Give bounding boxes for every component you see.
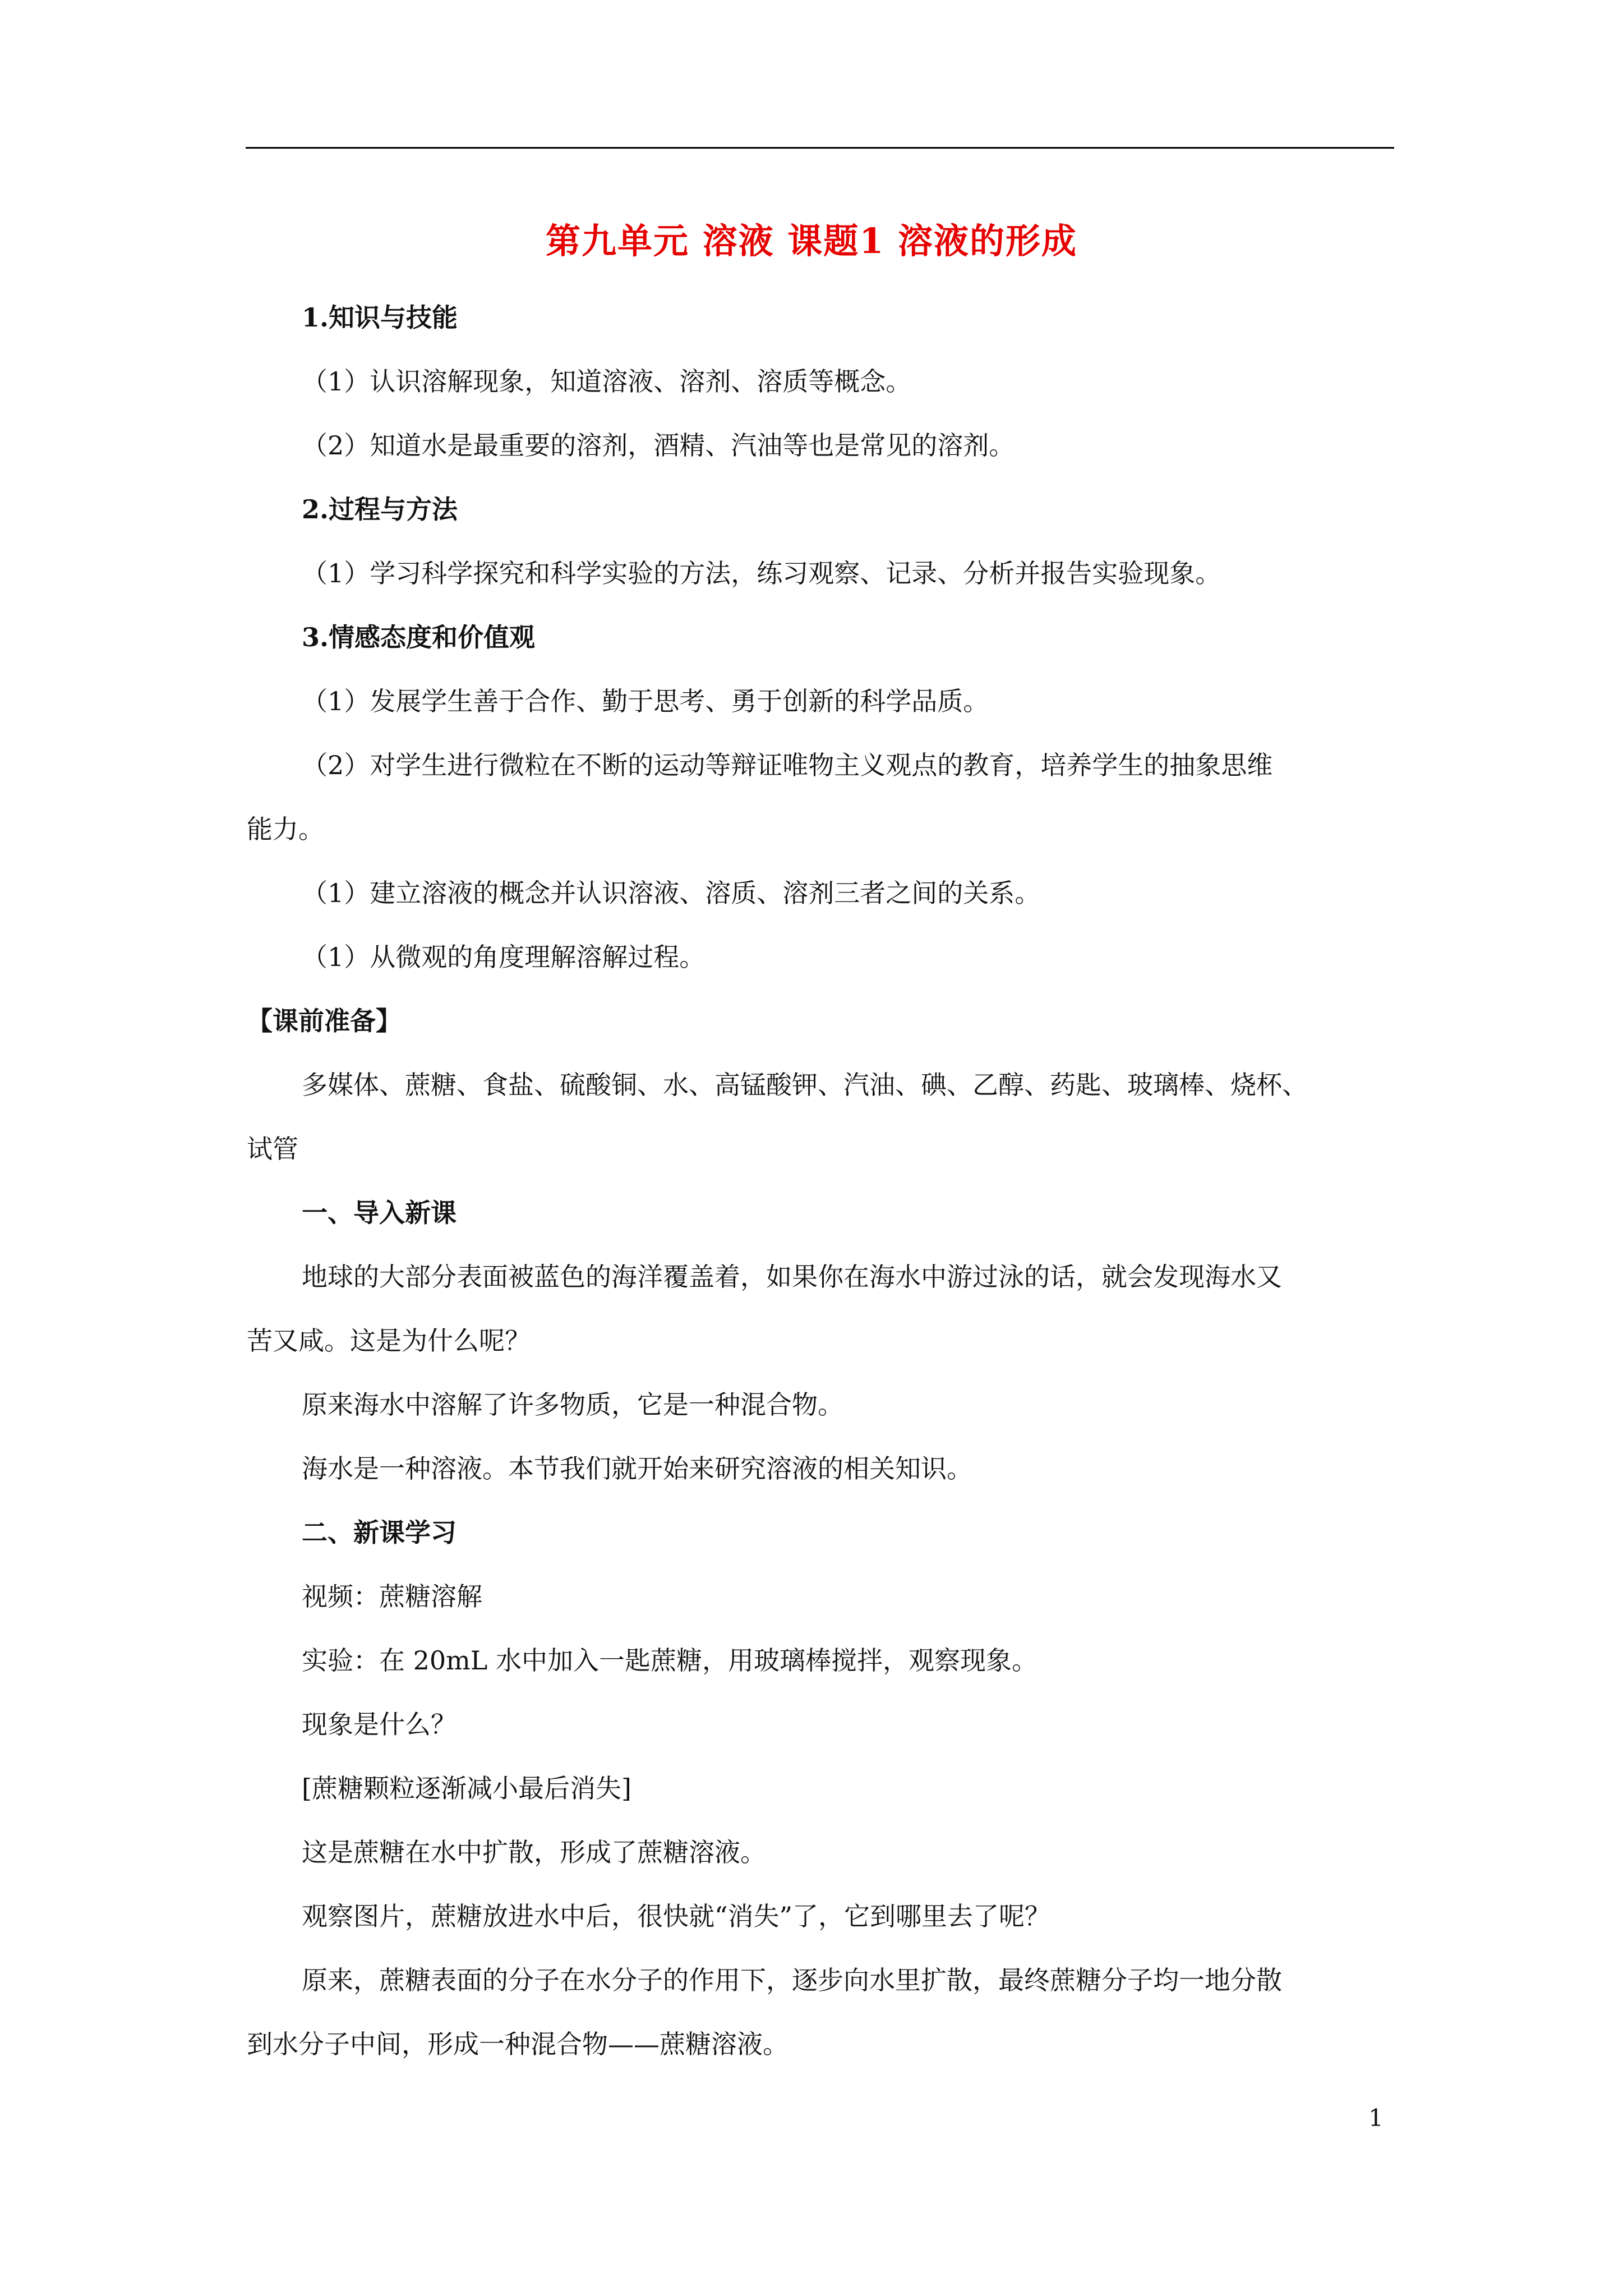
heading-knowledge-skills: 1.知识与技能 [302, 302, 458, 333]
paragraph-line: [蔗糖颗粒逐渐减小最后消失] [302, 1773, 631, 1803]
heading-process-method: 2.过程与方法 [302, 494, 458, 524]
paragraph-line: 苦又咸。这是为什么呢？ [247, 1326, 531, 1356]
paragraph-line: 能力。 [247, 814, 324, 844]
page-number: 1 [1368, 2104, 1384, 2132]
paragraph-line: 多媒体、蔗糖、食盐、硫酸铜、水、高锰酸钾、汽油、碘、乙醇、药匙、玻璃棒、烧杯、 [302, 1070, 1308, 1100]
header-rule [246, 147, 1394, 149]
paragraph-line: （1）发展学生善于合作、勤于思考、勇于创新的科学品质。 [302, 686, 989, 716]
paragraph-line: 实验：在 20mL 水中加入一匙蔗糖，用玻璃棒搅拌，观察现象。 [302, 1645, 1038, 1676]
document-title: 第九单元 溶液 课题1 溶液的形成 [546, 220, 1077, 261]
paragraph-line: （2）对学生进行微粒在不断的运动等辩证唯物主义观点的教育，培养学生的抽象思维 [302, 750, 1273, 780]
paragraph-line: 地球的大部分表面被蓝色的海洋覆盖着，如果你在海水中游过泳的话，就会发现海水又 [302, 1262, 1282, 1292]
paragraph-line: 原来海水中溶解了许多物质，它是一种混合物。 [302, 1389, 843, 1420]
heading-preparation: 【课前准备】 [247, 1006, 402, 1036]
heading-introduction: 一、导入新课 [302, 1198, 457, 1228]
paragraph-line: 试管 [247, 1134, 298, 1164]
paragraph-line: 原来，蔗糖表面的分子在水分子的作用下，逐步向水里扩散，最终蔗糖分子均一地分散 [302, 1965, 1282, 1995]
paragraph-line: 观察图片，蔗糖放进水中后，很快就“消失”了，它到哪里去了呢？ [302, 1901, 1051, 1931]
heading-new-lesson: 二、新课学习 [302, 1517, 457, 1548]
paragraph-line: （1）建立溶液的概念并认识溶液、溶质、溶剂三者之间的关系。 [302, 878, 1041, 908]
paragraph-line: （1）学习科学探究和科学实验的方法，练习观察、记录、分析并报告实验现象。 [302, 558, 1221, 588]
paragraph-line: 到水分子中间，形成一种混合物——蔗糖溶液。 [247, 2029, 789, 2059]
paragraph-line: （2）知道水是最重要的溶剂，酒精、汽油等也是常见的溶剂。 [302, 430, 1015, 461]
paragraph-line: 现象是什么？ [302, 1709, 457, 1740]
paragraph-line: 海水是一种溶液。本节我们就开始来研究溶液的相关知识。 [302, 1453, 972, 1484]
paragraph-line: 这是蔗糖在水中扩散，形成了蔗糖溶液。 [302, 1837, 766, 1867]
paragraph-line: 视频：蔗糖溶解 [302, 1581, 482, 1612]
heading-attitude-values: 3.情感态度和价值观 [302, 622, 536, 652]
paragraph-line: （1）认识溶解现象，知道溶液、溶剂、溶质等概念。 [302, 366, 912, 397]
paragraph-line: （1）从微观的角度理解溶解过程。 [302, 942, 706, 972]
